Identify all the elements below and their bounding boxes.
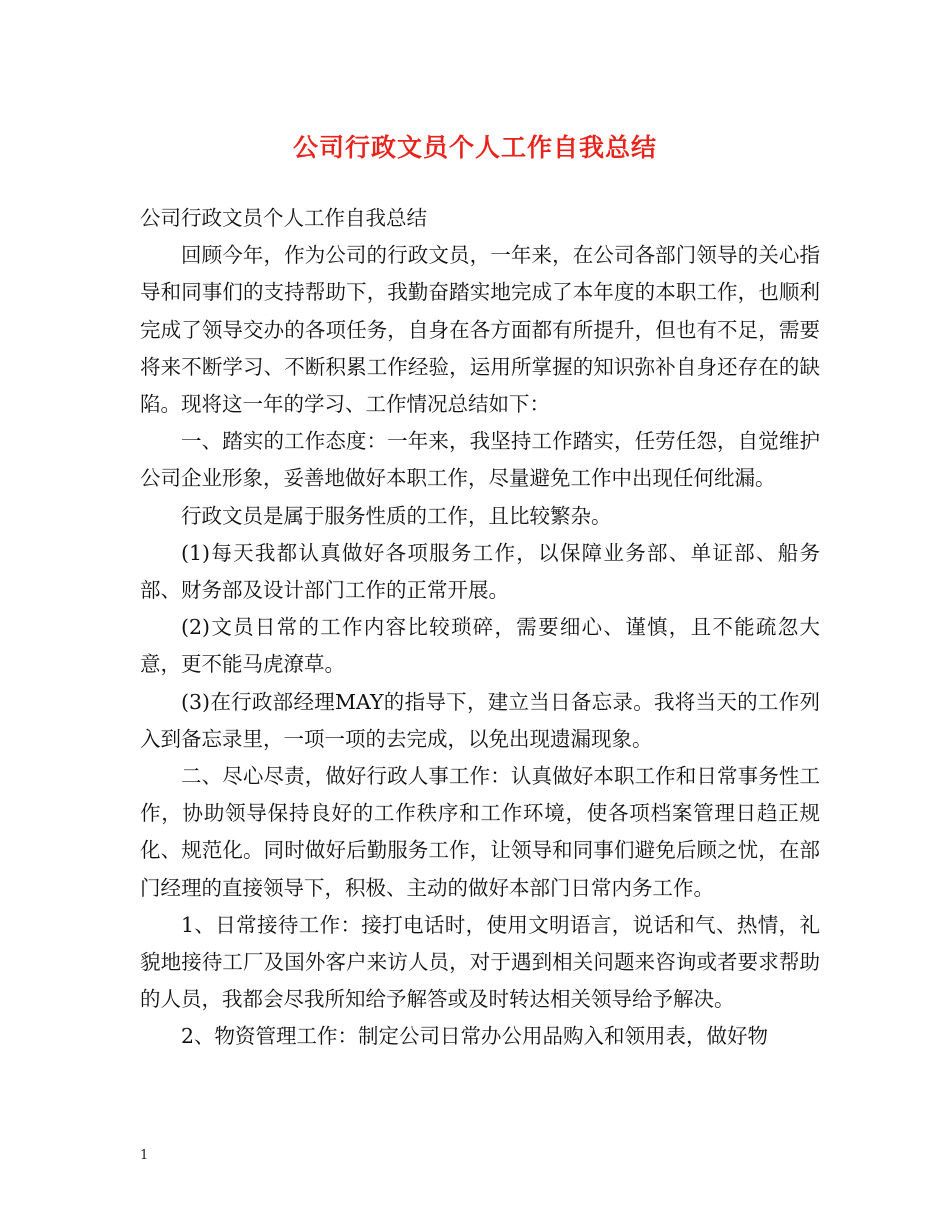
document-body xyxy=(140,200,820,1056)
paragraph-intro: 回顾今年，作为公司的行政文员，一年来，在公司各部门领导的关心指导和同事们的支持帮助下，我勤奋踏实地完成了本年度的本职工作，也顺利完成了领导交办的各项任务，自身在各方面都有所提升，但也有不足，需要将来不断学习、不断积累工作经验，运用所掌握的知识弥补自身还存在的缺陷。现将这一年的学习、工作情况总结如下： xyxy=(140,243,820,417)
paragraph-reception: 1、日常接待工作：接打电话时，使用文明语言，说话和气、热情，礼貌地接待工厂及国外客户来访人员，对于遇到相关问题来咨询或者要求帮助的人员，我都会尽我所知给予解答或及时转达相关领导给予解决。 xyxy=(140,912,820,1012)
paragraph-section-1: 一、踏实的工作态度：一年来，我坚持工作踏实，任劳任怨，自觉维护公司企业形象，妥善地做好本职工作，尽量避免工作中出现任何纰漏。 xyxy=(140,429,820,491)
document-title: 公司行政文员个人工作自我总结 xyxy=(292,133,657,162)
paragraph-item-2: (2)文员日常的工作内容比较琐碎，需要细心、谨慎，且不能疏忽大意，更不能马虎潦草。 xyxy=(140,615,820,677)
page-number: 1 xyxy=(140,1148,149,1163)
paragraph-service-nature: 行政文员是属于服务性质的工作，且比较繁杂。 xyxy=(181,503,612,528)
body-heading: 公司行政文员个人工作自我总结 xyxy=(140,206,427,230)
paragraph-item-1: (1)每天我都认真做好各项服务工作，以保障业务部、单证部、船务部、财务部及设计部门工作的正常开展。 xyxy=(140,540,820,603)
paragraph-materials: 2、物资管理工作：制定公司日常办公用品购入和领用表，做好物 xyxy=(181,1024,769,1049)
paragraph-item-3: (3)在行政部经理MAY的指导下，建立当日备忘录。我将当天的工作列入到备忘录里，一项一项的去完成，以免出现遗漏现象。 xyxy=(140,689,820,751)
paragraph-section-2: 二、尽心尽责，做好行政人事工作：认真做好本职工作和日常事务性工作，协助领导保持良好的工作秩序和工作环境，使各项档案管理日趋正规化、规范化。同时做好后勤服务工作，让领导和同事们避免后顾之忧，在部门经理的直接领导下，积极、主动的做好本部门日常内务工作。 xyxy=(140,764,820,900)
